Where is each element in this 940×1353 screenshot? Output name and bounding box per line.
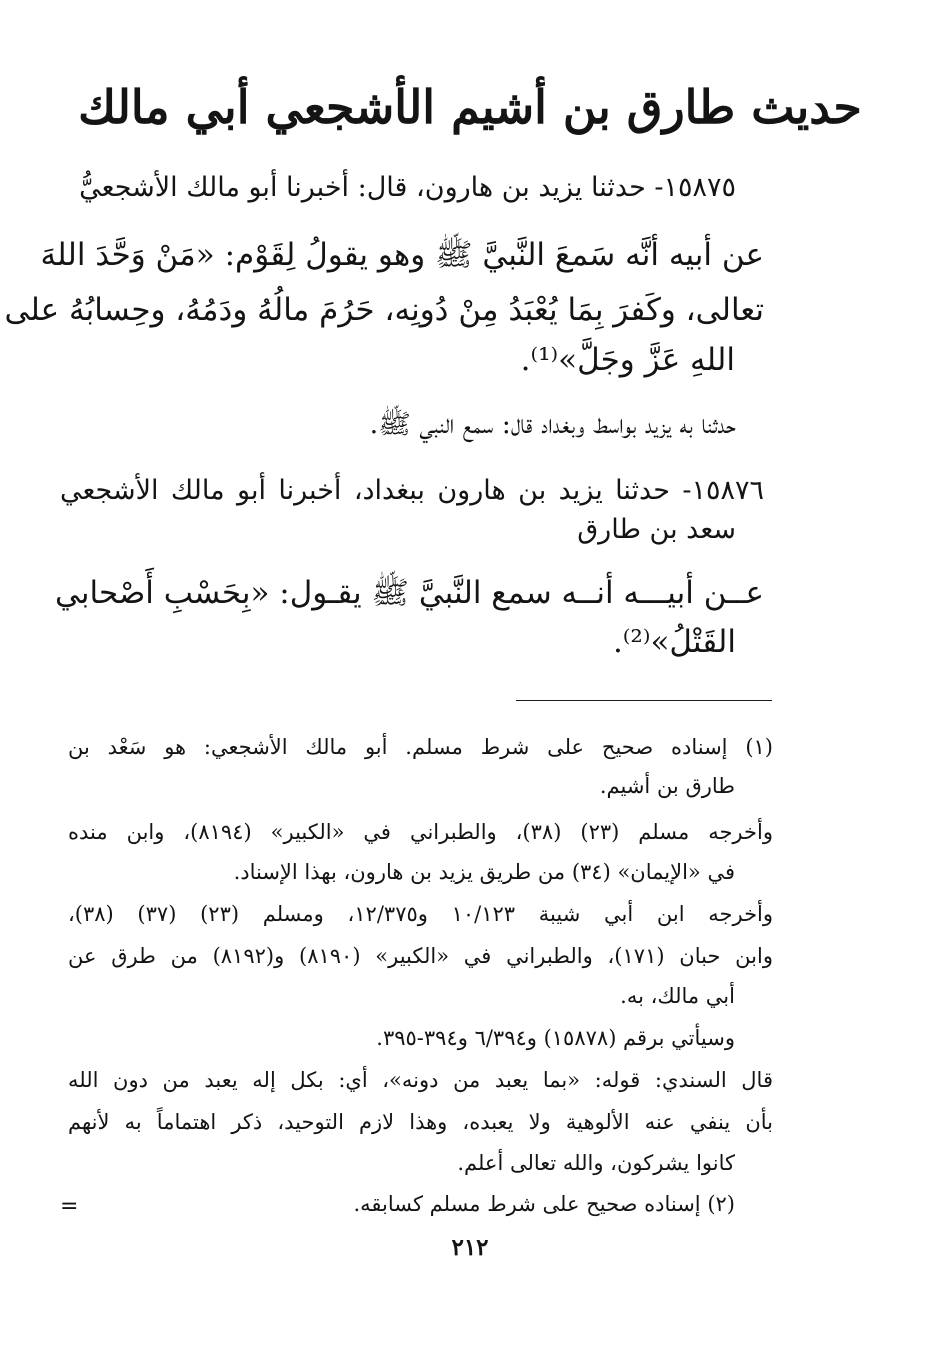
footnote-line-5: وأخرجه ابن أبي شيبة ١٠/١٢٣ و١٢/٣٧٥، ومسلم (٢٣) (٣٧) (٣٨)، <box>68 902 774 926</box>
hadith-15875-isnad: ١٥٨٧٥- حدثنا يزيد بن هارون، قال: أخبرنا أبو مالك الأشجعيُّ <box>79 172 736 203</box>
hadith-15875-line-1: عن أبيه أنَّه سَمعَ النَّبيَّ ﷺ وهو يقولُ لِقَوْم: «مَنْ وَحَّدَ اللهَ <box>40 237 764 273</box>
footnote-line-6: وابن حبان (١٧١)، والطبراني في «الكبير» (٨١٩٠) و(٨١٩٢) من طرق عن <box>68 944 773 968</box>
hadith-15876-line-2: القَتْلُ»⁽²⁾. <box>612 624 736 660</box>
footnote-line-7: أبي مالك، به. <box>620 984 735 1008</box>
hadith-15875-note: حدثنا به يزيد بواسط وبغداد قال: سمع النبي ﷺ. <box>369 409 736 440</box>
footnote-line-1: (١) إسناده صحيح على شرط مسلم. أبو مالك الأشجعي: هو سَعْد بن <box>68 735 773 759</box>
footnote-line-3: وأخرجه مسلم (٢٣) (٣٨)، والطبراني في «الكبير» (٨١٩٤)، وابن منده <box>68 820 773 844</box>
hadith-15876-line-1: عــن أبيـــه أنــه سمع النَّبيَّ ﷺ يقـول: «بِحَسْبِ أَصْحابي <box>55 575 764 611</box>
footnote-line-4: في «الإيمان» (٣٤) من طريق يزيد بن هارون، بهذا الإسناد. <box>233 860 735 884</box>
footnote-line-10: بأن ينفي عنه الألوهية ولا يعبده، وهذا لازم التوحيد، ذكر اهتماماً به لأنهم <box>68 1110 773 1134</box>
hadith-15875-line-3: اللهِ عَزَّ وجَلَّ»⁽¹⁾. <box>520 342 735 378</box>
footnote-line-2: طارق بن أشيم. <box>599 774 735 798</box>
footnote-separator <box>516 700 772 701</box>
footnote-line-8: وسيأتي برقم (١٥٨٧٨) و٦/٣٩٤ و٣٩٤-٣٩٥. <box>376 1026 735 1050</box>
footnote-line-12: (٢) إسناده صحيح على شرط مسلم كسابقه. <box>353 1192 735 1216</box>
chapter-title: حديث طارق بن أشيم الأشجعي أبي مالك <box>78 80 862 134</box>
hadith-15876-isnad-line-1: ١٥٨٧٦- حدثنا يزيد بن هارون ببغداد، أخبرنا أبو مالك الأشجعي <box>60 475 764 506</box>
hadith-15876-isnad-line-2: سعد بن طارق <box>577 514 736 545</box>
page-number: ٢١٢ <box>451 1234 489 1261</box>
footnote-line-9: قال السندي: قوله: «بما يعبد من دونه»، أي: بكل إله يعبد من دون الله <box>68 1068 773 1092</box>
continuation-mark: = <box>60 1194 79 1219</box>
hadith-15875-line-2: تعالى، وكَفرَ بِمَا يُعْبَدُ مِنْ دُونِه، حَرُمَ مالُهُ ودَمُهُ، وحِسابُهُ على <box>4 292 764 328</box>
footnote-line-11: كانوا يشركون، والله تعالى أعلم. <box>457 1151 735 1175</box>
